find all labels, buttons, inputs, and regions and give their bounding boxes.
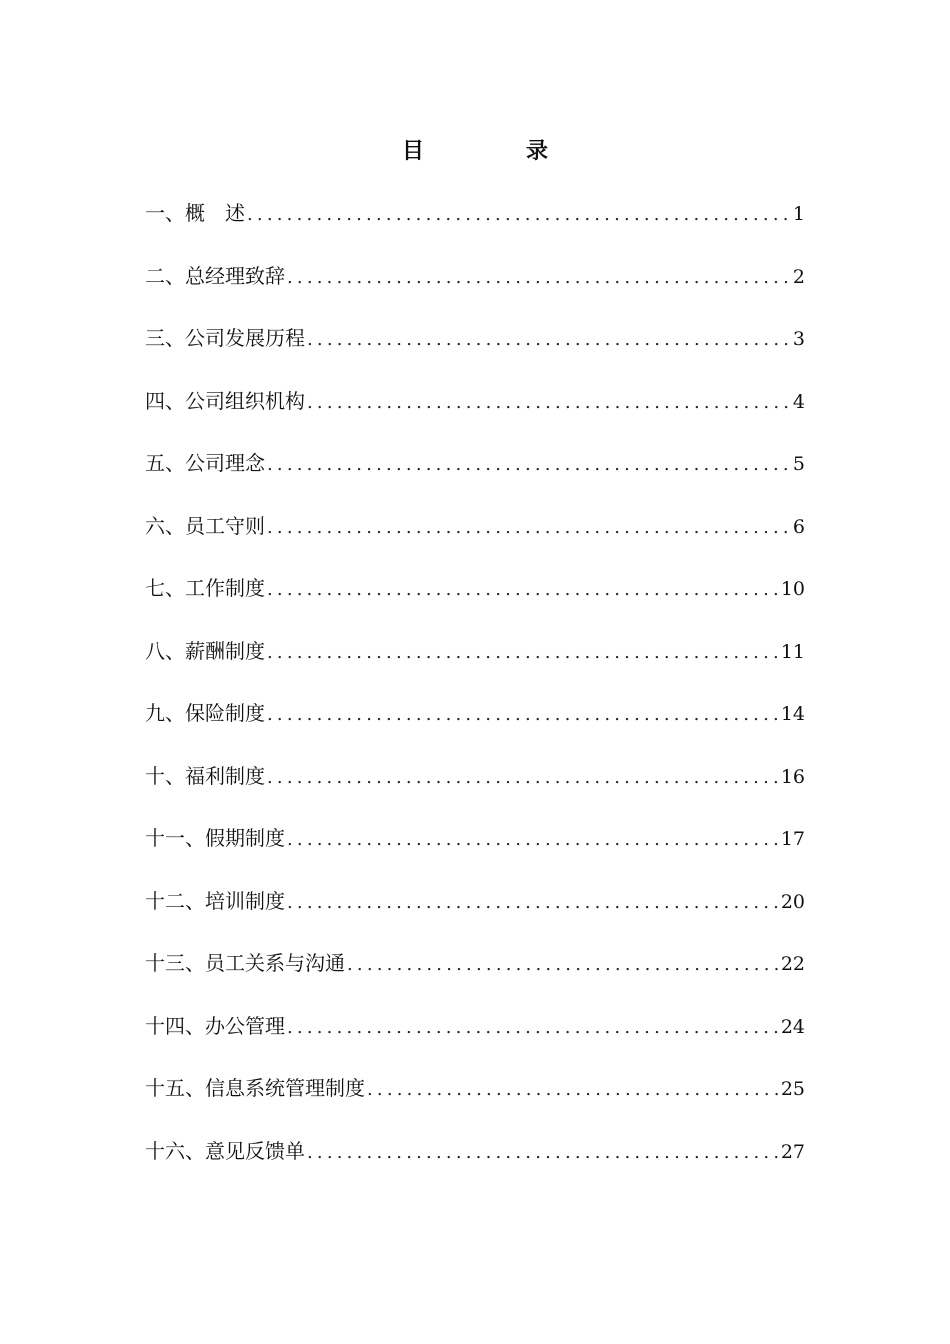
toc-entry-label: 四、公司组织机构 xyxy=(145,388,305,413)
toc-entry-label: 五、公司理念 xyxy=(145,451,265,475)
toc-entry-page: 2 xyxy=(792,265,805,288)
dot-leader xyxy=(267,761,779,795)
toc-entry-label: 十五、信息系统管理制度 xyxy=(145,1076,365,1100)
toc-entry-page: 14 xyxy=(780,703,805,725)
toc-entry-label: 十三、员工关系与沟通 xyxy=(145,951,345,975)
toc-entry-label: 六、员工守则 xyxy=(145,513,265,538)
toc-entry-page: 10 xyxy=(780,578,805,600)
dot-leader xyxy=(267,448,791,482)
toc-entry-page: 25 xyxy=(780,1078,805,1100)
dot-leader xyxy=(307,1136,779,1170)
toc-entry[interactable] xyxy=(145,571,805,634)
dot-leader xyxy=(267,511,791,545)
dot-leader xyxy=(347,948,779,982)
dot-leader xyxy=(307,323,791,357)
toc-entry-label: 十六、意见反馈单 xyxy=(145,1138,305,1163)
toc-entry[interactable] xyxy=(145,1009,805,1072)
toc-entry[interactable] xyxy=(145,259,805,322)
dot-leader xyxy=(307,386,791,420)
toc-entry[interactable] xyxy=(145,1071,805,1134)
toc-entry[interactable] xyxy=(145,446,805,509)
toc-entry[interactable] xyxy=(145,946,805,1009)
toc-entry-label: 二、总经理致辞 xyxy=(145,263,285,288)
dot-leader xyxy=(267,698,779,732)
toc-entry[interactable] xyxy=(145,759,805,822)
toc-entry[interactable] xyxy=(145,884,805,947)
toc-entry-label: 十、福利制度 xyxy=(145,763,265,788)
toc-entry-label: 十二、培训制度 xyxy=(145,888,285,913)
toc-entry-label: 八、薪酬制度 xyxy=(145,638,265,663)
toc-entry-page: 22 xyxy=(780,953,805,975)
dot-leader xyxy=(287,1011,779,1045)
dot-leader xyxy=(287,823,779,857)
toc-entry[interactable] xyxy=(145,509,805,572)
toc-entry-label: 九、保险制度 xyxy=(145,701,265,725)
toc-entry[interactable] xyxy=(145,321,805,384)
dot-leader xyxy=(267,573,779,607)
toc-entry[interactable] xyxy=(145,634,805,697)
dot-leader xyxy=(287,886,779,920)
dot-leader xyxy=(367,1073,779,1107)
toc-entry-page: 20 xyxy=(780,890,805,913)
toc-entry-page: 17 xyxy=(780,828,805,850)
toc-entry-page: 1 xyxy=(792,203,805,225)
toc-entry-page: 6 xyxy=(792,515,805,538)
toc-entry-page: 5 xyxy=(792,453,805,475)
toc-entry[interactable] xyxy=(145,696,805,759)
dot-leader xyxy=(287,261,791,295)
toc-entry-page: 24 xyxy=(780,1015,805,1038)
toc-entry-page: 11 xyxy=(780,640,805,663)
toc-entry-label: 十一、假期制度 xyxy=(145,826,285,850)
toc-entry-page: 3 xyxy=(792,328,805,350)
toc-entry-label: 十四、办公管理 xyxy=(145,1013,285,1038)
toc-entry[interactable] xyxy=(145,1134,805,1197)
toc-entry[interactable] xyxy=(145,821,805,884)
toc-entry-label: 三、公司发展历程 xyxy=(145,326,305,350)
toc-entry-page: 4 xyxy=(792,390,805,413)
dot-leader xyxy=(267,636,779,670)
toc-title: 目 录 xyxy=(401,138,588,164)
table-of-contents xyxy=(145,196,805,1196)
toc-entry[interactable] xyxy=(145,196,805,259)
toc-entry-label: 一、概 述 xyxy=(145,201,245,225)
toc-entry[interactable] xyxy=(145,384,805,447)
dot-leader xyxy=(247,198,791,232)
toc-entry-page: 27 xyxy=(780,1140,805,1163)
toc-entry-label: 七、工作制度 xyxy=(145,576,265,600)
toc-entry-page: 16 xyxy=(780,765,805,788)
